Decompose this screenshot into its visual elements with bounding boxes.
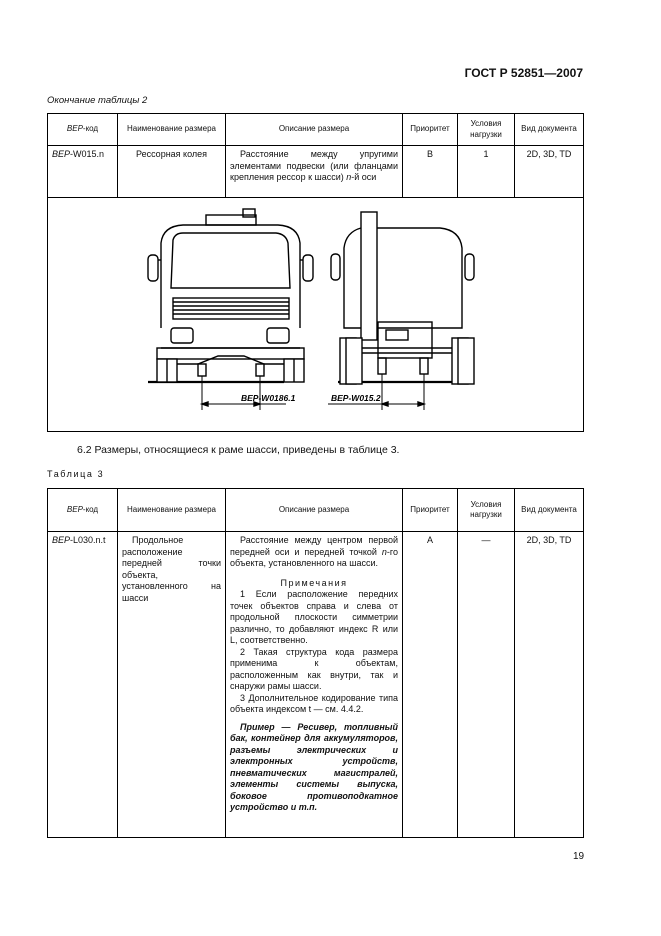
- col-priority-header: Приоритет: [403, 114, 458, 146]
- figure-row: [48, 198, 584, 432]
- figure-label-front: BEP-W0186.1: [241, 393, 296, 403]
- document-id: ГОСТ Р 52851—2007: [464, 66, 583, 80]
- figure-cell: [48, 198, 584, 432]
- col-load-header: Условия нагрузки: [458, 489, 515, 532]
- table-row: [48, 532, 584, 838]
- table-row: [48, 146, 584, 198]
- table3: [47, 488, 584, 838]
- page-number: 19: [573, 851, 585, 862]
- truck-figure: [48, 198, 582, 431]
- col-description-header: Описание размера: [226, 489, 403, 532]
- row-description-main: Расстояние между центром первой передней оси и передней точкой n-го объекта, установленного на шасси.: [230, 535, 398, 569]
- row-description: Расстояние между упругими элементами подвески (или фланцами крепления рессор к шасси) n-й оси: [226, 146, 403, 198]
- row-name: Рессорная колея: [118, 146, 226, 198]
- col-description-header: Описание размера: [226, 114, 403, 146]
- note-2: 2 Такая структура кода размера применима к объектам, расположенным как внутри, так и снаружи рамы шасси.: [230, 646, 398, 692]
- row-doc: 2D, 3D, TD: [515, 532, 584, 838]
- row-load: 1: [458, 146, 515, 198]
- col-load-header: Условия нагрузки: [458, 114, 515, 146]
- row-doc: 2D, 3D, TD: [515, 146, 584, 198]
- col-name-header: Наименование размера: [118, 489, 226, 532]
- col-code-header: ВЕР-код: [48, 114, 118, 146]
- row-priority: В: [403, 146, 458, 198]
- col-doc-header: Вид документа: [515, 114, 584, 146]
- col-doc-header: Вид документа: [515, 489, 584, 532]
- table3-header-row: [48, 489, 584, 532]
- table2-header-row: [48, 114, 584, 146]
- col-code-header: ВЕР-код: [48, 489, 118, 532]
- col-name-header: Наименование размера: [118, 114, 226, 146]
- table2: [47, 113, 584, 432]
- figure-label-side: BEP-W015.2: [331, 393, 381, 403]
- row-description: [226, 532, 403, 838]
- note-3: 3 Дополнительное кодирование типа объекта индексом t — см. 4.4.2.: [230, 692, 398, 715]
- col-priority-header: Приоритет: [403, 489, 458, 532]
- row-priority: А: [403, 532, 458, 838]
- row-name: Продольное расположение передней точки объекта, установленного на шасси: [118, 532, 226, 838]
- example-text: Пример — Ресивер, топливный бак, контейнер для аккумуляторов, разъемы электрических и электронных устройств, пневматических магистралей, элементы системы выпуска, боковое противоподкатное устройство и т.п.: [230, 721, 398, 813]
- note-1: 1 Если расположение передних точек объектов справа и слева от продольной плоскости симметрии различно, то добавляют индекс R или L, соответственно.: [230, 589, 398, 646]
- row-code: ВЕР-W015.n: [48, 146, 118, 198]
- row-load: —: [458, 532, 515, 838]
- row-code: ВЕР-L030.n.t: [48, 532, 118, 838]
- section-6-2: 6.2 Размеры, относящиеся к раме шасси, приведены в таблице 3.: [77, 444, 400, 456]
- table3-caption: Таблица 3: [47, 469, 105, 479]
- table2-caption: Окончание таблицы 2: [47, 95, 148, 106]
- notes-title: Примечания: [280, 577, 348, 588]
